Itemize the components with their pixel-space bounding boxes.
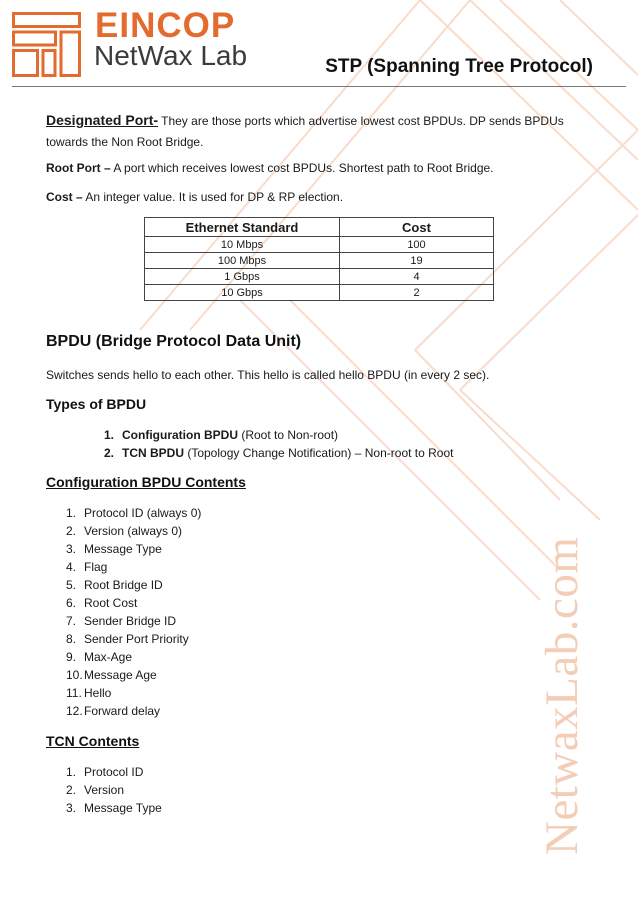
list-item bbox=[66, 684, 201, 702]
table-cell: 1 Gbps bbox=[145, 269, 340, 285]
list-number: 7. bbox=[66, 614, 77, 628]
table-header-cell: Ethernet Standard bbox=[145, 218, 340, 237]
tcn-contents-heading: TCN Contents bbox=[46, 733, 140, 749]
list-item bbox=[66, 781, 162, 799]
list-number: 2. bbox=[104, 446, 115, 460]
list-number: 3. bbox=[66, 542, 77, 556]
table-cell: 4 bbox=[340, 269, 494, 285]
company-logo-icon bbox=[12, 12, 82, 78]
list-item-text: Flag bbox=[84, 560, 108, 574]
list-item bbox=[66, 540, 201, 558]
list-number: 5. bbox=[66, 578, 77, 592]
list-item bbox=[66, 648, 201, 666]
list-item bbox=[66, 702, 201, 720]
list-item-text: (Topology Change Notification) – Non-root to Root bbox=[184, 446, 454, 460]
header-divider bbox=[12, 86, 626, 87]
table-row bbox=[145, 253, 494, 269]
list-item-text: Version (always 0) bbox=[84, 524, 183, 538]
table-cell: 100 bbox=[340, 237, 494, 253]
list-number: 9. bbox=[66, 650, 77, 664]
designated-port-text: They are those ports which advertise lowest cost BPDUs. DP sends BPDUs towards the Non Root Bridge. bbox=[46, 114, 564, 149]
list-number: 2. bbox=[66, 524, 77, 538]
list-item bbox=[66, 630, 201, 648]
list-item-text: Protocol ID (always 0) bbox=[84, 506, 202, 520]
list-number: 1. bbox=[66, 506, 77, 520]
watermark-text: NetwaxLab.com bbox=[536, 536, 588, 855]
list-number: 8. bbox=[66, 632, 77, 646]
table-cell: 10 Gbps bbox=[145, 285, 340, 301]
list-item-text: Forward delay bbox=[84, 704, 161, 718]
list-item-text: (Root to Non-root) bbox=[238, 428, 339, 442]
designated-port-paragraph bbox=[46, 110, 606, 153]
list-item-text: Max-Age bbox=[84, 650, 133, 664]
config-contents-heading: Configuration BPDU Contents bbox=[46, 474, 246, 490]
list-number: 1. bbox=[104, 428, 115, 442]
list-item bbox=[104, 444, 453, 462]
designated-port-term: Designated Port- bbox=[46, 112, 159, 128]
brand-name-bottom: NetWax Lab bbox=[94, 40, 248, 71]
cost-paragraph bbox=[46, 187, 606, 208]
list-item-text: Message Type bbox=[84, 801, 162, 815]
list-item bbox=[66, 504, 201, 522]
root-port-text: A port which receives lowest cost BPDUs. Shortest path to Root Bridge. bbox=[110, 161, 494, 175]
list-item-text: Root Bridge ID bbox=[84, 578, 163, 592]
list-item-text: Sender Port Priority bbox=[84, 632, 189, 646]
list-number: 2. bbox=[66, 783, 77, 797]
list-item bbox=[66, 522, 201, 540]
config-contents-list bbox=[66, 504, 201, 720]
cost-text: An integer value. It is used for DP & RP election. bbox=[82, 190, 344, 204]
list-item-text: Message Type bbox=[84, 542, 162, 556]
brand-name-top: EINCOP bbox=[95, 6, 236, 45]
list-item-text: Version bbox=[84, 783, 125, 797]
table-cell: 2 bbox=[340, 285, 494, 301]
list-number: 1. bbox=[66, 765, 77, 779]
list-item bbox=[66, 558, 201, 576]
table-header-cell: Cost bbox=[340, 218, 494, 237]
cost-term: Cost – bbox=[46, 190, 83, 204]
list-item-text: Sender Bridge ID bbox=[84, 614, 177, 628]
list-number: 12. bbox=[66, 704, 83, 718]
table-cell: 19 bbox=[340, 253, 494, 269]
list-number: 6. bbox=[66, 596, 77, 610]
cost-table bbox=[144, 217, 494, 301]
list-number: 4. bbox=[66, 560, 77, 574]
list-item bbox=[66, 799, 162, 817]
list-item-text: Message Age bbox=[84, 668, 157, 682]
table-header-row bbox=[145, 218, 494, 237]
bpdu-paragraph: Switches sends hello to each other. This hello is called hello BPDU (in every 2 sec). bbox=[46, 368, 490, 382]
types-list bbox=[104, 426, 453, 462]
list-item bbox=[104, 426, 453, 444]
tcn-contents-list bbox=[66, 763, 162, 817]
table-cell: 10 Mbps bbox=[145, 237, 340, 253]
list-item-text: Root Cost bbox=[84, 596, 138, 610]
table-cell: 100 Mbps bbox=[145, 253, 340, 269]
list-item bbox=[66, 594, 201, 612]
table-row bbox=[145, 285, 494, 301]
list-number: 3. bbox=[66, 801, 77, 815]
list-item-text: Protocol ID bbox=[84, 765, 144, 779]
list-item bbox=[66, 666, 201, 684]
list-item bbox=[66, 763, 162, 781]
list-item bbox=[66, 576, 201, 594]
list-item-bold: Configuration BPDU bbox=[122, 428, 238, 442]
list-item bbox=[66, 612, 201, 630]
bpdu-heading: BPDU (Bridge Protocol Data Unit) bbox=[46, 333, 302, 350]
list-item-bold: TCN BPDU bbox=[122, 446, 184, 460]
table-row bbox=[145, 237, 494, 253]
list-number: 11. bbox=[66, 686, 82, 700]
root-port-paragraph bbox=[46, 158, 606, 179]
list-number: 10. bbox=[66, 668, 83, 682]
root-port-term: Root Port – bbox=[46, 161, 111, 175]
types-heading: Types of BPDU bbox=[46, 396, 147, 412]
list-item-text: Hello bbox=[84, 686, 112, 700]
page-title: STP (Spanning Tree Protocol) bbox=[325, 56, 593, 77]
table-row bbox=[145, 269, 494, 285]
